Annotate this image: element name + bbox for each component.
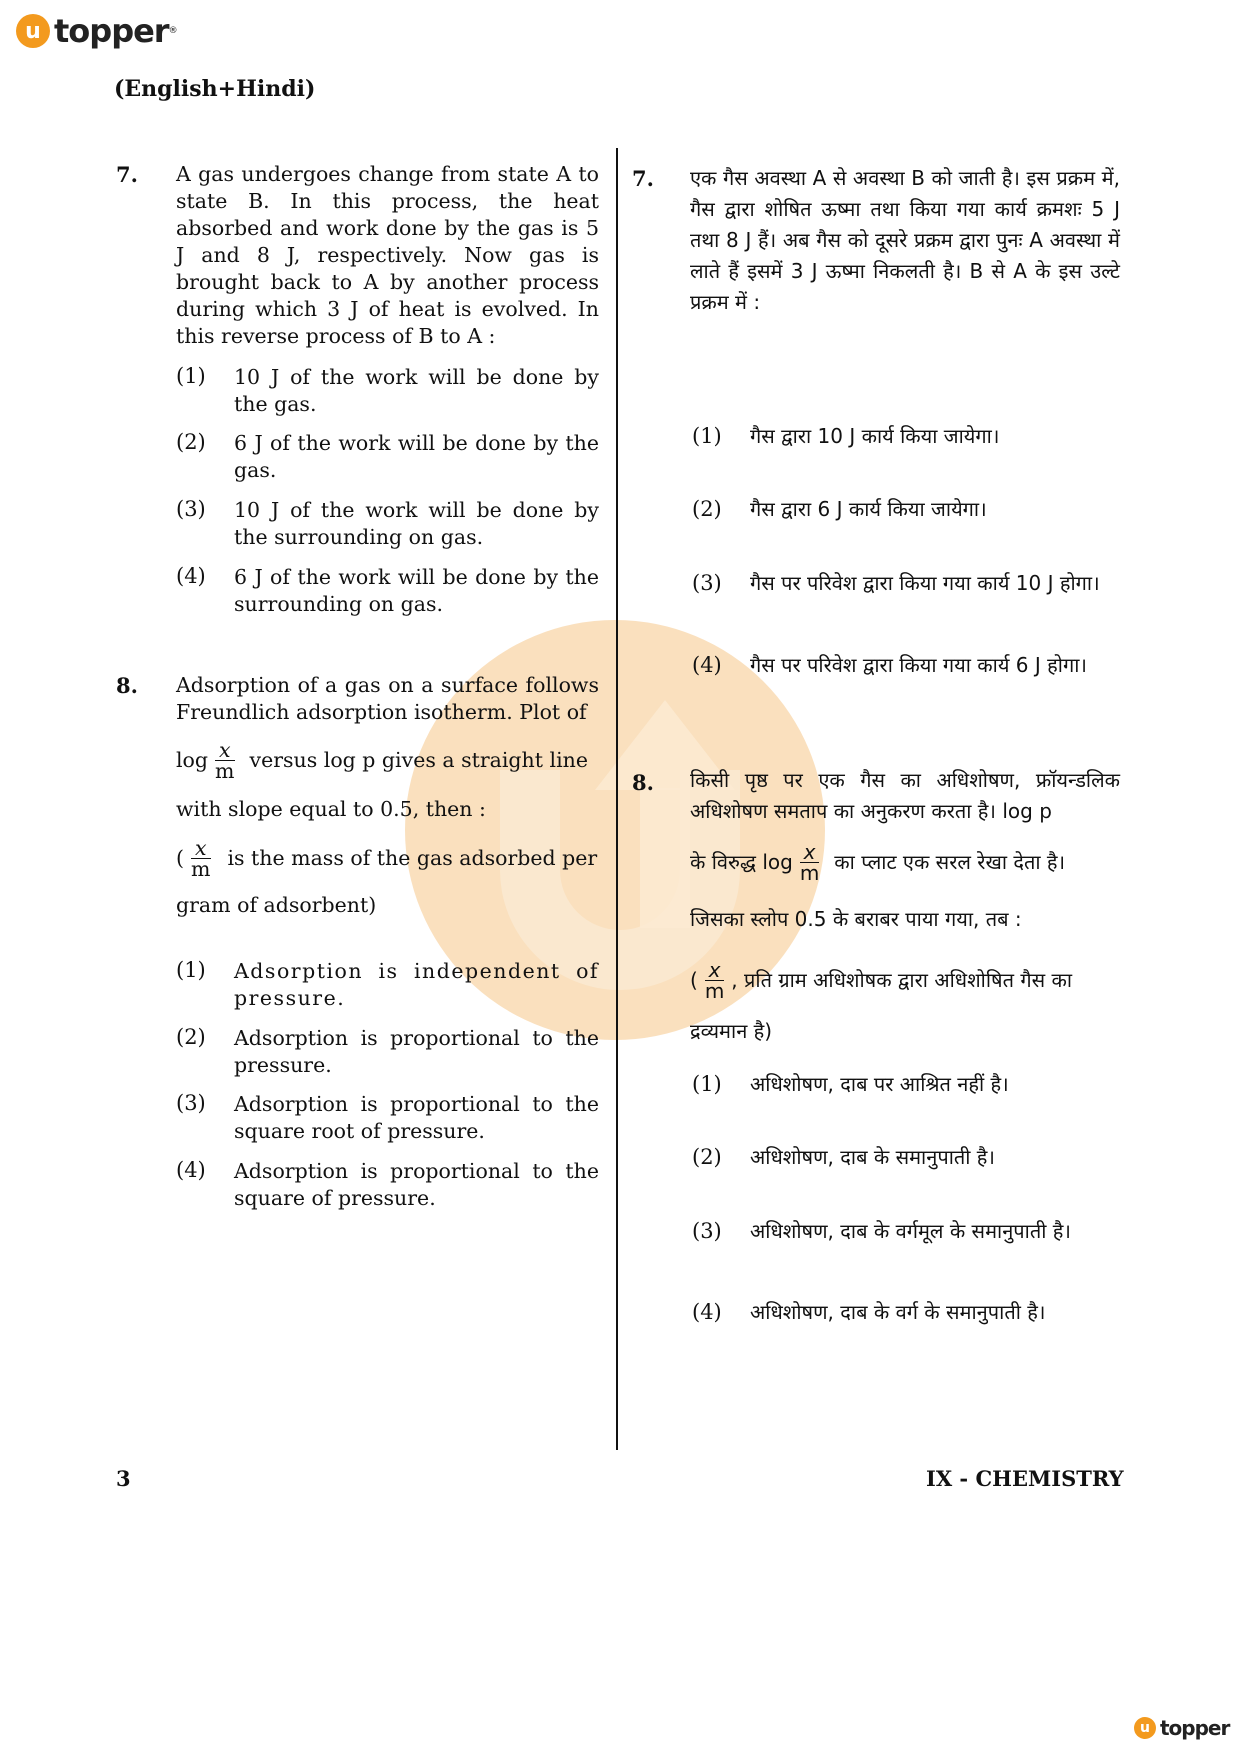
q7-option-2-number-hi: (2) — [692, 497, 722, 521]
q8-option-3-text-hi: अधिशोषण, दाब के वर्गमूल के समानुपाती है। — [750, 1219, 1071, 1243]
q7-option-3-text-en: 10 J of the work will be done by the surrounding on gas. — [234, 498, 599, 549]
paren-open-hi: ( — [690, 968, 698, 992]
note-text-hi: , प्रति ग्राम अधिशोषक द्वारा अधिशोषित गैस का — [731, 968, 1073, 992]
watermark-arrow-shaft — [640, 788, 690, 928]
q8-option-3-text-en: Adsorption is proportional to the square root of pressure. — [234, 1092, 599, 1143]
question-8-stem-hi: किसी पृष्ठ पर एक गैस का अधिशोषण, फ्रॉयन्डलिक अधिशोषण समताप का अनुकरण करता है। log p — [690, 768, 1120, 823]
q8-option-4-number-hi: (4) — [692, 1300, 722, 1324]
subject-label: IX - CHEMISTRY — [926, 1466, 1124, 1491]
q7-option-1-text-hi: गैस द्वारा 10 J कार्य किया जायेगा। — [750, 424, 1000, 448]
q7-option-4-number-en: (4) — [176, 564, 206, 588]
page-language-header: (English+Hindi) — [114, 76, 316, 102]
q7-option-2-text-en: 6 J of the work will be done by the gas. — [234, 431, 599, 482]
question-7-number-hi: 7. — [632, 166, 654, 191]
x-over-m-fraction-note-en — [187, 838, 214, 879]
q8-option-2-number-en: (2) — [176, 1025, 206, 1049]
brand-logo — [16, 12, 178, 50]
x-over-m-fraction-note-hi — [701, 960, 728, 1001]
question-8-stem-en: Adsorption of a gas on a surface follows Freundlich adsorption isotherm. Plot of — [176, 673, 599, 724]
q7-option-1-number-en: (1) — [176, 364, 206, 388]
plot-text-hi: का प्लाट एक सरल रेखा देता है। — [834, 850, 1066, 874]
logo-text: topper — [1160, 1716, 1230, 1740]
note-text-en: is the mass of the gas adsorbed per — [227, 846, 598, 870]
q8-option-4-text-hi: अधिशोषण, दाब के वर्ग के समानुपाती है। — [750, 1300, 1046, 1324]
q8-option-4-number-en: (4) — [176, 1158, 206, 1182]
question-8-note2-hi: द्रव्यमान है) — [690, 1019, 773, 1043]
q7-option-2-number-en: (2) — [176, 430, 206, 454]
fraction-numerator: x — [215, 740, 235, 761]
fraction-numerator: x — [705, 960, 725, 981]
q7-option-1-number-hi: (1) — [692, 424, 722, 448]
x-over-m-fraction-hi — [796, 842, 823, 883]
q8-option-3-number-en: (3) — [176, 1091, 206, 1115]
q8-option-2-text-en: Adsorption is proportional to the pressure. — [234, 1026, 599, 1077]
question-8-note-hi — [690, 960, 1120, 1001]
fraction-denominator: m — [704, 979, 725, 1003]
question-8-log-line-hi — [690, 842, 1120, 883]
paren-open-en: ( — [176, 846, 184, 870]
brand-logo-footer — [1134, 1716, 1229, 1740]
q8-option-4-text-en: Adsorption is proportional to the square of pressure. — [234, 1159, 599, 1210]
q8-option-3-number-hi: (3) — [692, 1219, 722, 1243]
q7-option-3-number-en: (3) — [176, 497, 206, 521]
q7-option-4-text-en: 6 J of the work will be done by the surrounding on gas. — [234, 565, 599, 616]
x-over-m-fraction-en — [211, 740, 238, 781]
question-8-note2-en: gram of adsorbent) — [176, 893, 377, 917]
fraction-numerator: x — [191, 838, 211, 859]
column-divider — [616, 148, 618, 1450]
q7-option-1-text-en: 10 J of the work will be done by the gas. — [234, 365, 599, 416]
q8-option-2-text-hi: अधिशोषण, दाब के समानुपाती है। — [750, 1145, 996, 1169]
question-8-slope-hi: जिसका स्लोप 0.5 के बराबर पाया गया, तब : — [690, 907, 1022, 931]
fraction-denominator: m — [799, 861, 820, 885]
question-8-number-hi: 8. — [632, 770, 654, 795]
q7-option-3-number-hi: (3) — [692, 571, 722, 595]
page-number: 3 — [116, 1466, 131, 1491]
fraction-denominator: m — [215, 759, 235, 783]
fraction-numerator: x — [800, 842, 820, 863]
q8-option-2-number-hi: (2) — [692, 1145, 722, 1169]
logo-text: topper — [54, 12, 169, 50]
question-7-stem-en: A gas undergoes change from state A to state B. In this process, the heat absorbed and work done by the gas is 5 J and 8 J, respectively. Now gas is brought back to A by another process during which 3 J of heat is evolved. In this reverse process of B to A : — [176, 162, 599, 348]
question-8-log-line-en — [176, 740, 599, 781]
q7-option-2-text-hi: गैस द्वारा 6 J कार्य किया जायेगा। — [750, 497, 987, 521]
q7-option-4-number-hi: (4) — [692, 653, 722, 677]
versus-text-en: versus log p gives a straight line — [249, 748, 588, 772]
log-label-en: log — [176, 748, 209, 772]
log-label-hi: के विरुद्ध log — [690, 850, 793, 874]
logo-badge-icon: u — [16, 14, 50, 48]
fraction-denominator: m — [191, 857, 211, 881]
q8-option-1-text-en: Adsorption is independent of pressure. — [234, 959, 599, 1010]
question-8-number-en: 8. — [116, 673, 138, 698]
q8-option-1-number-en: (1) — [176, 958, 206, 982]
q7-option-3-text-hi: गैस पर परिवेश द्वारा किया गया कार्य 10 J होगा। — [750, 571, 1100, 595]
question-8-note-en — [176, 838, 599, 879]
q8-option-1-number-hi: (1) — [692, 1072, 722, 1096]
q8-option-1-text-hi: अधिशोषण, दाब पर आश्रित नहीं है। — [750, 1072, 1009, 1096]
question-7-number-en: 7. — [116, 162, 138, 187]
question-8-slope-en: with slope equal to 0.5, then : — [176, 797, 486, 821]
q7-option-4-text-hi: गैस पर परिवेश द्वारा किया गया कार्य 6 J होगा। — [750, 653, 1087, 677]
logo-registered: ® — [168, 26, 178, 36]
question-7-stem-hi: एक गैस अवस्था A से अवस्था B को जाती है। इस प्रक्रम में, गैस द्वारा शोषित ऊष्मा तथा किया गया कार्य क्रमशः 5 J तथा 8 J हैं। अब गैस को दूसरे प्रक्रम द्वारा पुनः A अवस्था में लाते हैं इसमें 3 J ऊष्मा निकलती है। B से A के इस उल्टे प्रक्रम में : — [690, 166, 1120, 314]
logo-badge-icon: u — [1134, 1717, 1156, 1739]
